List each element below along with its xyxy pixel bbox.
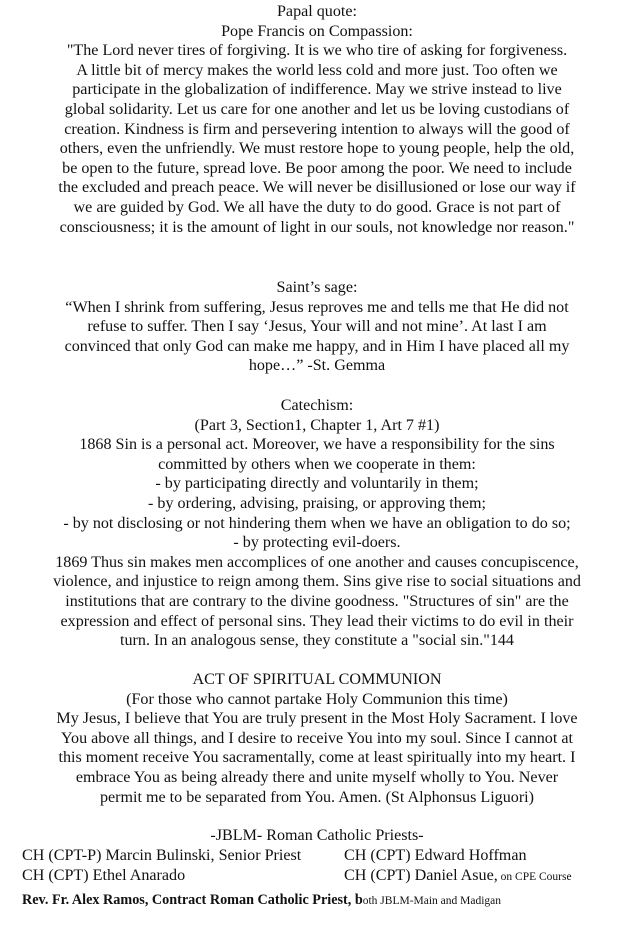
papal-heading: Papal quote: bbox=[276, 3, 357, 20]
communion-line: embrace You as being already there and unite myself wholly to You. Never bbox=[75, 768, 559, 786]
clergy-name: CH (CPT-P) Marcin Bulinski, Senior Priest bbox=[22, 847, 302, 864]
papal-quote-section bbox=[18, 2, 616, 237]
papal-line: others, even the unfriendly. We must restore hope to young people, help the old, bbox=[59, 140, 575, 158]
papal-line: A little bit of mercy makes the world less cold and more just. Too often we bbox=[76, 61, 558, 79]
saint-heading: Saint’s sage: bbox=[276, 279, 358, 296]
papal-line: global solidarity. Let us care for one another and let us be loving custodians of bbox=[64, 100, 570, 118]
saint-line: “When I shrink from suffering, Jesus reproves me and tells me that He did not bbox=[65, 298, 569, 316]
papal-line: "The Lord never tires of forgiving. It is we who tire of asking for forgiveness. bbox=[66, 42, 568, 60]
clergy-name: CH (CPT) Edward Hoffman bbox=[344, 847, 527, 864]
catechism-heading: Catechism: bbox=[280, 397, 354, 414]
catechism-line: 1868 Sin is a personal act. Moreover, we have a responsibility for the sins bbox=[79, 436, 555, 454]
catechism-line: - by participating directly and voluntarily in them; bbox=[155, 475, 479, 493]
clergy-list bbox=[22, 846, 622, 885]
communion-line: My Jesus, I believe that You are truly present in the Most Holy Sacrament. I love bbox=[56, 710, 578, 728]
communion-line: permit me to be separated from You. Amen. (St Alphonsus Liguori) bbox=[99, 788, 535, 806]
communion-subheading: (For those who cannot partake Holy Communion this time) bbox=[126, 690, 508, 708]
saint-line: convinced that only God can make me happy, and in Him I have placed all my bbox=[64, 337, 570, 355]
catechism-line: turn. In an analogous sense, they constitute a "social sin."144 bbox=[120, 632, 514, 650]
catechism-reference: (Part 3, Section1, Chapter 1, Art 7 #1) bbox=[194, 416, 440, 434]
clergy-row bbox=[22, 846, 622, 866]
catechism-line: institutions that are contrary to the divine goodness. "Structures of sin" are the bbox=[65, 592, 569, 610]
clergy-name: CH (CPT) Daniel Asue, bbox=[344, 866, 498, 884]
papal-line: consciousness; it is the amount of light in our souls, not knowledge nor reason." bbox=[59, 218, 575, 236]
communion-line: You above all things, and I desire to receive You into my soul. Since I cannot at bbox=[61, 729, 573, 747]
contract-priest-footer bbox=[22, 892, 622, 909]
clergy-heading-block bbox=[18, 826, 616, 846]
spiritual-communion-section bbox=[18, 670, 616, 807]
catechism-line: violence, and injustice to reign among them. Sins give rise to social situations and bbox=[53, 573, 581, 591]
papal-line: the excluded and preach peace. We will never be disillusioned or lose our way if bbox=[58, 179, 576, 197]
clergy-heading: -JBLM- Roman Catholic Priests- bbox=[210, 827, 424, 844]
communion-line: this moment receive You sacramentally, come at least spiritually into my heart. I bbox=[58, 749, 576, 767]
papal-line: participate in the globalization of indifference. May we strive instead to live bbox=[72, 81, 562, 99]
clergy-note: on CPE Course bbox=[497, 870, 572, 883]
catechism-line: expression and effect of personal sins. They lead their victims to do evil in their bbox=[60, 612, 574, 630]
papal-line: be open to the future, spread love. Be poor among the poor. We need to include bbox=[62, 159, 572, 177]
clergy-row bbox=[22, 866, 622, 886]
footer-tail: oth JBLM-Main and Madigan bbox=[362, 895, 502, 907]
papal-line: creation. Kindness is firm and persevering intention to always will the good of bbox=[64, 120, 570, 138]
footer-main: Rev. Fr. Alex Ramos, Contract Roman Catholic Priest, b bbox=[22, 892, 363, 908]
saint-line: refuse to suffer. Then I say ‘Jesus, Your will and not mine’. At last I am bbox=[87, 318, 547, 336]
communion-heading: ACT OF SPIRITUAL COMMUNION bbox=[192, 671, 442, 688]
catechism-line: 1869 Thus sin makes men accomplices of one another and causes concupiscence, bbox=[55, 553, 579, 571]
catechism-line: - by not disclosing or not hindering them when we have an obligation to do so; bbox=[63, 514, 571, 532]
clergy-name: CH (CPT) Ethel Anarado bbox=[22, 866, 186, 884]
catechism-line: committed by others when we cooperate in them: bbox=[158, 455, 476, 473]
catechism-section bbox=[18, 396, 616, 651]
papal-subheading: Pope Francis on Compassion: bbox=[221, 22, 413, 40]
papal-line: we are guided by God. We all have the duty to do good. Grace is not part of bbox=[73, 198, 561, 216]
saint-sage-section bbox=[18, 278, 616, 376]
catechism-line: - by ordering, advising, praising, or approving them; bbox=[148, 494, 486, 512]
saint-line: hope…” -St. Gemma bbox=[248, 357, 386, 375]
catechism-line: - by protecting evil-doers. bbox=[233, 534, 401, 552]
clergy-name-with-note bbox=[344, 866, 572, 888]
